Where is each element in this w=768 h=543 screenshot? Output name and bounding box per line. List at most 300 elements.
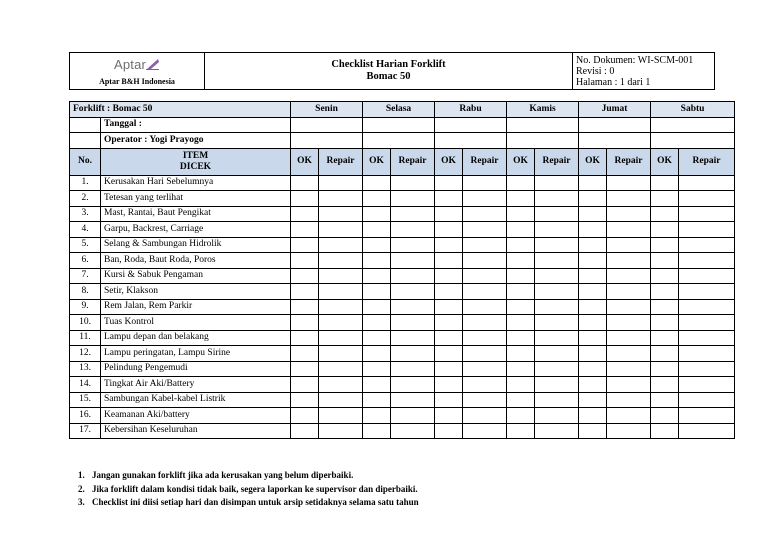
ok-checkbox-cell[interactable] (291, 268, 319, 284)
repair-checkbox-cell[interactable] (607, 191, 651, 207)
operator-cell-selasa[interactable] (363, 133, 435, 149)
repair-checkbox-cell[interactable] (463, 222, 507, 238)
ok-checkbox-cell[interactable] (363, 392, 391, 408)
date-cell-jumat[interactable] (579, 117, 651, 133)
ok-checkbox-cell[interactable] (435, 361, 463, 377)
repair-checkbox-cell[interactable] (607, 175, 651, 191)
repair-checkbox-cell[interactable] (535, 237, 579, 253)
repair-header: Repair (319, 148, 363, 175)
item-name: Lampu depan dan belakang (101, 330, 291, 346)
repair-checkbox-cell[interactable] (319, 175, 363, 191)
ok-checkbox-cell[interactable] (363, 315, 391, 331)
repair-checkbox-cell[interactable] (391, 191, 435, 207)
item-name: Kebersihan Keseluruhan (101, 423, 291, 439)
ok-checkbox-cell[interactable] (579, 315, 607, 331)
repair-checkbox-cell[interactable] (391, 175, 435, 191)
note-number: 3. (78, 497, 85, 507)
ok-checkbox-cell[interactable] (507, 268, 535, 284)
ok-checkbox-cell[interactable] (435, 268, 463, 284)
ok-checkbox-cell[interactable] (579, 253, 607, 269)
repair-checkbox-cell[interactable] (679, 315, 735, 331)
ok-checkbox-cell[interactable] (651, 408, 679, 424)
item-number: 10. (70, 315, 101, 331)
repair-checkbox-cell[interactable] (319, 423, 363, 439)
ok-checkbox-cell[interactable] (507, 315, 535, 331)
table-row (70, 299, 735, 315)
item-name: Lampu peringatan, Lampu Sirine (101, 346, 291, 362)
repair-checkbox-cell[interactable] (607, 206, 651, 222)
aptar-logo (70, 58, 204, 74)
ok-checkbox-cell[interactable] (507, 361, 535, 377)
item-name: Kursi & Sabuk Pengaman (101, 268, 291, 284)
repair-checkbox-cell[interactable] (607, 253, 651, 269)
item-number: 5. (70, 237, 101, 253)
doc-number: No. Dokumen: WI-SCM-001 (576, 54, 694, 66)
repair-checkbox-cell[interactable] (391, 253, 435, 269)
ok-checkbox-cell[interactable] (291, 237, 319, 253)
item-name: Selang & Sambungan Hidrolik (101, 237, 291, 253)
ok-checkbox-cell[interactable] (291, 392, 319, 408)
ok-checkbox-cell[interactable] (363, 330, 391, 346)
item-number: 1. (70, 175, 101, 191)
ok-checkbox-cell[interactable] (291, 408, 319, 424)
repair-checkbox-cell[interactable] (463, 392, 507, 408)
repair-checkbox-cell[interactable] (607, 346, 651, 362)
repair-checkbox-cell[interactable] (607, 392, 651, 408)
repair-header: Repair (607, 148, 651, 175)
repair-checkbox-cell[interactable] (463, 330, 507, 346)
repair-checkbox-cell[interactable] (607, 237, 651, 253)
ok-checkbox-cell[interactable] (507, 206, 535, 222)
repair-checkbox-cell[interactable] (391, 346, 435, 362)
repair-checkbox-cell[interactable] (391, 299, 435, 315)
note-number: 1. (78, 470, 85, 480)
table-row (70, 423, 735, 439)
note-text: Checklist ini diisi setiap hari dan disimpan untuk arsip setidaknya selama satu tahun (92, 497, 419, 507)
ok-checkbox-cell[interactable] (291, 346, 319, 362)
repair-checkbox-cell[interactable] (319, 299, 363, 315)
day-sabtu: Sabtu (651, 102, 735, 118)
repair-checkbox-cell[interactable] (607, 299, 651, 315)
item-number: 6. (70, 253, 101, 269)
ok-checkbox-cell[interactable] (651, 284, 679, 300)
ok-checkbox-cell[interactable] (651, 268, 679, 284)
ok-checkbox-cell[interactable] (579, 346, 607, 362)
company-name: Aptar B&H Indonesia (99, 76, 175, 86)
ok-checkbox-cell[interactable] (507, 423, 535, 439)
repair-checkbox-cell[interactable] (391, 361, 435, 377)
repair-checkbox-cell[interactable] (391, 377, 435, 393)
repair-checkbox-cell[interactable] (319, 377, 363, 393)
no-header: No. (70, 148, 101, 175)
ok-checkbox-cell[interactable] (435, 253, 463, 269)
item-number: 8. (70, 284, 101, 300)
repair-checkbox-cell[interactable] (679, 284, 735, 300)
repair-checkbox-cell[interactable] (463, 253, 507, 269)
ok-checkbox-cell[interactable] (507, 253, 535, 269)
day-jumat: Jumat (579, 102, 651, 118)
repair-checkbox-cell[interactable] (319, 253, 363, 269)
ok-checkbox-cell[interactable] (435, 191, 463, 207)
repair-checkbox-cell[interactable] (319, 268, 363, 284)
operator-cell-senin[interactable] (291, 133, 363, 149)
ok-checkbox-cell[interactable] (363, 175, 391, 191)
ok-checkbox-cell[interactable] (363, 268, 391, 284)
ok-checkbox-cell[interactable] (651, 299, 679, 315)
ok-checkbox-cell[interactable] (507, 222, 535, 238)
ok-checkbox-cell[interactable] (507, 377, 535, 393)
ok-checkbox-cell[interactable] (435, 206, 463, 222)
ok-checkbox-cell[interactable] (579, 330, 607, 346)
ok-checkbox-cell[interactable] (435, 315, 463, 331)
ok-checkbox-cell[interactable] (363, 408, 391, 424)
repair-checkbox-cell[interactable] (463, 377, 507, 393)
ok-checkbox-cell[interactable] (435, 284, 463, 300)
ok-checkbox-cell[interactable] (435, 330, 463, 346)
repair-checkbox-cell[interactable] (679, 191, 735, 207)
ok-checkbox-cell[interactable] (291, 191, 319, 207)
operator-cell-rabu[interactable] (435, 133, 507, 149)
ok-checkbox-cell[interactable] (291, 377, 319, 393)
ok-checkbox-cell[interactable] (435, 423, 463, 439)
table-row (70, 361, 735, 377)
title-line-2: Bomac 50 (366, 71, 411, 82)
repair-checkbox-cell[interactable] (607, 268, 651, 284)
table-row (70, 377, 735, 393)
logo-swoosh-icon (146, 58, 160, 70)
table-row (70, 315, 735, 331)
repair-checkbox-cell[interactable] (463, 315, 507, 331)
repair-checkbox-cell[interactable] (607, 423, 651, 439)
day-senin: Senin (291, 102, 363, 118)
repair-checkbox-cell[interactable] (607, 408, 651, 424)
repair-checkbox-cell[interactable] (391, 408, 435, 424)
ok-header: OK (363, 148, 391, 175)
item-name: Tuas Kontrol (101, 315, 291, 331)
table-row (70, 222, 735, 238)
repair-checkbox-cell[interactable] (463, 175, 507, 191)
blank-cell (70, 117, 101, 133)
operator-cell-sabtu[interactable] (651, 133, 735, 149)
ok-checkbox-cell[interactable] (507, 299, 535, 315)
blank-cell (70, 133, 101, 149)
repair-checkbox-cell[interactable] (535, 330, 579, 346)
ok-checkbox-cell[interactable] (435, 408, 463, 424)
repair-checkbox-cell[interactable] (535, 346, 579, 362)
repair-checkbox-cell[interactable] (319, 237, 363, 253)
repair-checkbox-cell[interactable] (319, 408, 363, 424)
ok-checkbox-cell[interactable] (363, 284, 391, 300)
repair-checkbox-cell[interactable] (679, 175, 735, 191)
repair-header: Repair (391, 148, 435, 175)
ok-header: OK (435, 148, 463, 175)
ok-checkbox-cell[interactable] (291, 175, 319, 191)
repair-checkbox-cell[interactable] (463, 284, 507, 300)
note-number: 2. (78, 483, 85, 494)
repair-checkbox-cell[interactable] (463, 237, 507, 253)
item-name: Garpu, Backrest, Carriage (101, 222, 291, 238)
table-row (70, 206, 735, 222)
repair-checkbox-cell[interactable] (607, 361, 651, 377)
repair-checkbox-cell[interactable] (463, 361, 507, 377)
document-title (205, 53, 573, 90)
ok-checkbox-cell[interactable] (651, 253, 679, 269)
repair-checkbox-cell[interactable] (535, 206, 579, 222)
ok-checkbox-cell[interactable] (579, 377, 607, 393)
ok-checkbox-cell[interactable] (579, 175, 607, 191)
ok-checkbox-cell[interactable] (651, 191, 679, 207)
ok-checkbox-cell[interactable] (579, 392, 607, 408)
item-number: 3. (70, 206, 101, 222)
ok-checkbox-cell[interactable] (651, 330, 679, 346)
ok-header: OK (291, 148, 319, 175)
ok-checkbox-cell[interactable] (579, 191, 607, 207)
notes-list (78, 469, 698, 510)
ok-checkbox-cell[interactable] (651, 346, 679, 362)
repair-checkbox-cell[interactable] (319, 222, 363, 238)
repair-checkbox-cell[interactable] (535, 222, 579, 238)
repair-checkbox-cell[interactable] (391, 222, 435, 238)
item-number: 17. (70, 423, 101, 439)
repair-checkbox-cell[interactable] (535, 191, 579, 207)
repair-header: Repair (535, 148, 579, 175)
table-row (70, 237, 735, 253)
repair-checkbox-cell[interactable] (319, 392, 363, 408)
ok-checkbox-cell[interactable] (291, 299, 319, 315)
repair-checkbox-cell[interactable] (535, 253, 579, 269)
item-name: Keamanan Aki/battery (101, 408, 291, 424)
repair-checkbox-cell[interactable] (319, 330, 363, 346)
ok-checkbox-cell[interactable] (507, 237, 535, 253)
repair-checkbox-cell[interactable] (679, 361, 735, 377)
ok-checkbox-cell[interactable] (579, 206, 607, 222)
note-text: Jika forklift dalam kondisi tidak baik, segera laporkan ke supervisor dan diperbaiki. (92, 483, 418, 494)
repair-checkbox-cell[interactable] (679, 423, 735, 439)
operator-cell-jumat[interactable] (579, 133, 651, 149)
repair-checkbox-cell[interactable] (463, 408, 507, 424)
item-name: Rem Jalan, Rem Parkir (101, 299, 291, 315)
ok-checkbox-cell[interactable] (651, 392, 679, 408)
repair-header: Repair (679, 148, 735, 175)
repair-checkbox-cell[interactable] (319, 191, 363, 207)
repair-checkbox-cell[interactable] (391, 237, 435, 253)
repair-checkbox-cell[interactable] (679, 346, 735, 362)
ok-checkbox-cell[interactable] (291, 361, 319, 377)
repair-checkbox-cell[interactable] (391, 423, 435, 439)
ok-checkbox-cell[interactable] (651, 237, 679, 253)
repair-checkbox-cell[interactable] (535, 377, 579, 393)
ok-checkbox-cell[interactable] (435, 377, 463, 393)
repair-checkbox-cell[interactable] (463, 206, 507, 222)
repair-checkbox-cell[interactable] (463, 299, 507, 315)
ok-checkbox-cell[interactable] (363, 377, 391, 393)
ok-checkbox-cell[interactable] (363, 361, 391, 377)
repair-checkbox-cell[interactable] (679, 377, 735, 393)
repair-checkbox-cell[interactable] (535, 299, 579, 315)
ok-header: OK (579, 148, 607, 175)
ok-checkbox-cell[interactable] (507, 175, 535, 191)
day-header-row (70, 102, 735, 118)
ok-checkbox-cell[interactable] (435, 237, 463, 253)
operator-cell-kamis[interactable] (507, 133, 579, 149)
ok-checkbox-cell[interactable] (507, 408, 535, 424)
table-row (70, 330, 735, 346)
repair-checkbox-cell[interactable] (607, 284, 651, 300)
table-row (70, 284, 735, 300)
repair-checkbox-cell[interactable] (607, 330, 651, 346)
table-row (70, 268, 735, 284)
repair-checkbox-cell[interactable] (607, 222, 651, 238)
ok-checkbox-cell[interactable] (651, 206, 679, 222)
forklift-label: Forklift : Bomac 50 (70, 102, 291, 118)
ok-checkbox-cell[interactable] (507, 330, 535, 346)
ok-checkbox-cell[interactable] (507, 392, 535, 408)
item-number: 4. (70, 222, 101, 238)
repair-checkbox-cell[interactable] (679, 222, 735, 238)
item-number: 15. (70, 392, 101, 408)
item-name: Tingkat Air Aki/Battery (101, 377, 291, 393)
note-text: Jangan gunakan forklift jika ada kerusakan yang belum diperbaiki. (92, 470, 354, 480)
ok-checkbox-cell[interactable] (291, 253, 319, 269)
item-number: 11. (70, 330, 101, 346)
repair-checkbox-cell[interactable] (463, 346, 507, 362)
ok-checkbox-cell[interactable] (507, 191, 535, 207)
ok-checkbox-cell[interactable] (363, 299, 391, 315)
repair-checkbox-cell[interactable] (391, 284, 435, 300)
ok-checkbox-cell[interactable] (363, 191, 391, 207)
ok-checkbox-cell[interactable] (435, 222, 463, 238)
document-header (69, 52, 715, 90)
date-cell-sabtu[interactable] (651, 117, 735, 133)
ok-checkbox-cell[interactable] (363, 237, 391, 253)
ok-checkbox-cell[interactable] (651, 175, 679, 191)
repair-checkbox-cell[interactable] (319, 315, 363, 331)
ok-checkbox-cell[interactable] (363, 423, 391, 439)
ok-header: OK (507, 148, 535, 175)
repair-checkbox-cell[interactable] (319, 361, 363, 377)
day-rabu: Rabu (435, 102, 507, 118)
repair-checkbox-cell[interactable] (679, 330, 735, 346)
ok-checkbox-cell[interactable] (435, 346, 463, 362)
table-row (70, 191, 735, 207)
repair-checkbox-cell[interactable] (391, 315, 435, 331)
repair-checkbox-cell[interactable] (679, 206, 735, 222)
ok-checkbox-cell[interactable] (579, 299, 607, 315)
repair-checkbox-cell[interactable] (391, 330, 435, 346)
item-number: 14. (70, 377, 101, 393)
ok-checkbox-cell[interactable] (579, 408, 607, 424)
date-cell-senin[interactable] (291, 117, 363, 133)
repair-checkbox-cell[interactable] (319, 346, 363, 362)
ok-checkbox-cell[interactable] (651, 377, 679, 393)
repair-checkbox-cell[interactable] (391, 392, 435, 408)
repair-checkbox-cell[interactable] (391, 206, 435, 222)
table-row (70, 253, 735, 269)
date-cell-rabu[interactable] (435, 117, 507, 133)
repair-checkbox-cell[interactable] (535, 175, 579, 191)
repair-checkbox-cell[interactable] (679, 253, 735, 269)
repair-checkbox-cell[interactable] (535, 423, 579, 439)
ok-checkbox-cell[interactable] (291, 284, 319, 300)
page-info: Halaman : 1 dari 1 (576, 76, 651, 88)
repair-checkbox-cell[interactable] (535, 315, 579, 331)
ok-checkbox-cell[interactable] (579, 222, 607, 238)
ok-checkbox-cell[interactable] (579, 361, 607, 377)
ok-checkbox-cell[interactable] (579, 284, 607, 300)
ok-checkbox-cell[interactable] (507, 284, 535, 300)
ok-checkbox-cell[interactable] (291, 206, 319, 222)
ok-checkbox-cell[interactable] (363, 346, 391, 362)
operator-label: Operator : Yogi Prayogo (101, 133, 291, 149)
ok-checkbox-cell[interactable] (651, 361, 679, 377)
revision: Revisi : 0 (576, 65, 615, 77)
repair-checkbox-cell[interactable] (463, 423, 507, 439)
ok-checkbox-cell[interactable] (651, 222, 679, 238)
day-selasa: Selasa (363, 102, 435, 118)
repair-header: Repair (463, 148, 507, 175)
table-row (70, 346, 735, 362)
ok-checkbox-cell[interactable] (363, 222, 391, 238)
ok-checkbox-cell[interactable] (435, 392, 463, 408)
repair-checkbox-cell[interactable] (463, 268, 507, 284)
item-name: Kerusakan Hari Sebelumnya (101, 175, 291, 191)
ok-checkbox-cell[interactable] (363, 206, 391, 222)
repair-checkbox-cell[interactable] (535, 361, 579, 377)
repair-checkbox-cell[interactable] (679, 268, 735, 284)
ok-checkbox-cell[interactable] (291, 315, 319, 331)
date-cell-kamis[interactable] (507, 117, 579, 133)
item-number: 9. (70, 299, 101, 315)
note-item (78, 483, 698, 497)
repair-checkbox-cell[interactable] (679, 237, 735, 253)
repair-checkbox-cell[interactable] (607, 315, 651, 331)
item-number: 12. (70, 346, 101, 362)
repair-checkbox-cell[interactable] (535, 284, 579, 300)
ok-checkbox-cell[interactable] (291, 330, 319, 346)
note-item (78, 496, 698, 510)
ok-checkbox-cell[interactable] (507, 346, 535, 362)
repair-checkbox-cell[interactable] (535, 268, 579, 284)
repair-checkbox-cell[interactable] (463, 191, 507, 207)
date-cell-selasa[interactable] (363, 117, 435, 133)
ok-checkbox-cell[interactable] (291, 222, 319, 238)
repair-checkbox-cell[interactable] (535, 408, 579, 424)
ok-checkbox-cell[interactable] (363, 253, 391, 269)
ok-checkbox-cell[interactable] (435, 299, 463, 315)
ok-checkbox-cell[interactable] (651, 315, 679, 331)
repair-checkbox-cell[interactable] (319, 206, 363, 222)
repair-checkbox-cell[interactable] (319, 284, 363, 300)
date-row (70, 117, 735, 133)
logo-wordmark: Aptar (113, 56, 147, 72)
repair-checkbox-cell[interactable] (607, 377, 651, 393)
repair-checkbox-cell[interactable] (679, 392, 735, 408)
ok-checkbox-cell[interactable] (579, 237, 607, 253)
ok-checkbox-cell[interactable] (291, 423, 319, 439)
ok-header: OK (651, 148, 679, 175)
repair-checkbox-cell[interactable] (679, 299, 735, 315)
repair-checkbox-cell[interactable] (679, 408, 735, 424)
ok-checkbox-cell[interactable] (651, 423, 679, 439)
ok-checkbox-cell[interactable] (579, 423, 607, 439)
item-header-line-2: DICEK (179, 161, 212, 172)
ok-checkbox-cell[interactable] (579, 268, 607, 284)
repair-checkbox-cell[interactable] (535, 392, 579, 408)
item-name: Pelindung Pengemudi (101, 361, 291, 377)
repair-checkbox-cell[interactable] (391, 268, 435, 284)
ok-checkbox-cell[interactable] (435, 175, 463, 191)
table-row (70, 392, 735, 408)
